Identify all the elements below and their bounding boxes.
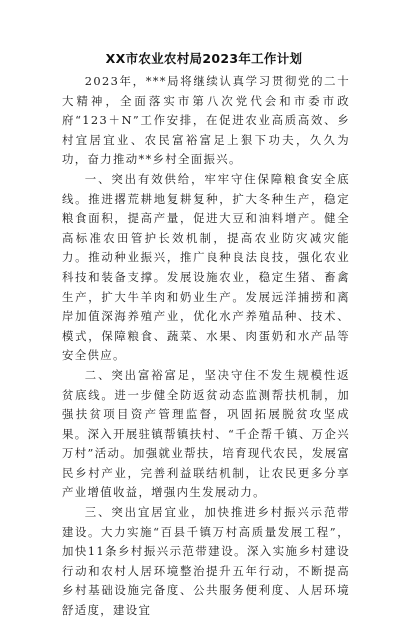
paragraph-intro: 2023年，***局将继续认真学习贯彻党的二十大精神，全面落实市第八次党代会和市委市政府“123＋N”工作安排，在促进农业高质高效、乡村宜居宜业、农民富裕富足上狠下功夫，久久为功，奋力推动**乡村全面振兴。 [62, 74, 350, 167]
document-body [62, 72, 350, 621]
paragraph-section-2: 二、突出富裕富足，坚决守住不发生规模性返贫底线。进一步健全防返贫动态监测帮扶机制，加强扶贫项目资产管理监督，巩固拓展脱贫攻坚成果。深入开展驻镇帮镇扶村、“千企帮千镇、万企兴万村”活动。加强就业帮扶，培育现代农民，发展富民乡村产业，完善利益联结机制，让农民更多分享产业增值收益，增强内生发展动力。 [62, 367, 350, 500]
document-title: XX市农业农村局2023年工作计划 [105, 51, 303, 66]
paragraph-section-1: 一、突出有效供给，牢牢守住保障粮食安全底线。推进撂荒耕地复耕复种，扩大冬种生产，稳定粮食面积，提高产量，促进大豆和油料增产。健全高标准农田管护长效机制，提高农业防灾减灾能力。推动种业振兴，推广良种良法良技，强化农业科技和装备支撑。发展设施农业，稳定生猪、畜禽生产，扩大牛羊肉和奶业生产。发展远洋捕捞和离岸加值深海养殖产业，优化水产养殖品种、技术、模式，保障粮食、蔬菜、水果、肉蛋奶和水产品等安全供应。 [62, 171, 350, 363]
paragraph-section-3: 三、突出宜居宜业，加快推进乡村振兴示范带建设。大力实施“百县千镇万村高质量发展工程”，加快11条乡村振兴示范带建设。深入实施乡村建设行动和农村人居环境整治提升五年行动，不断提高乡村基础设施完备度、公共服务便利度、人居环境舒适度，建设宜 [62, 505, 350, 618]
